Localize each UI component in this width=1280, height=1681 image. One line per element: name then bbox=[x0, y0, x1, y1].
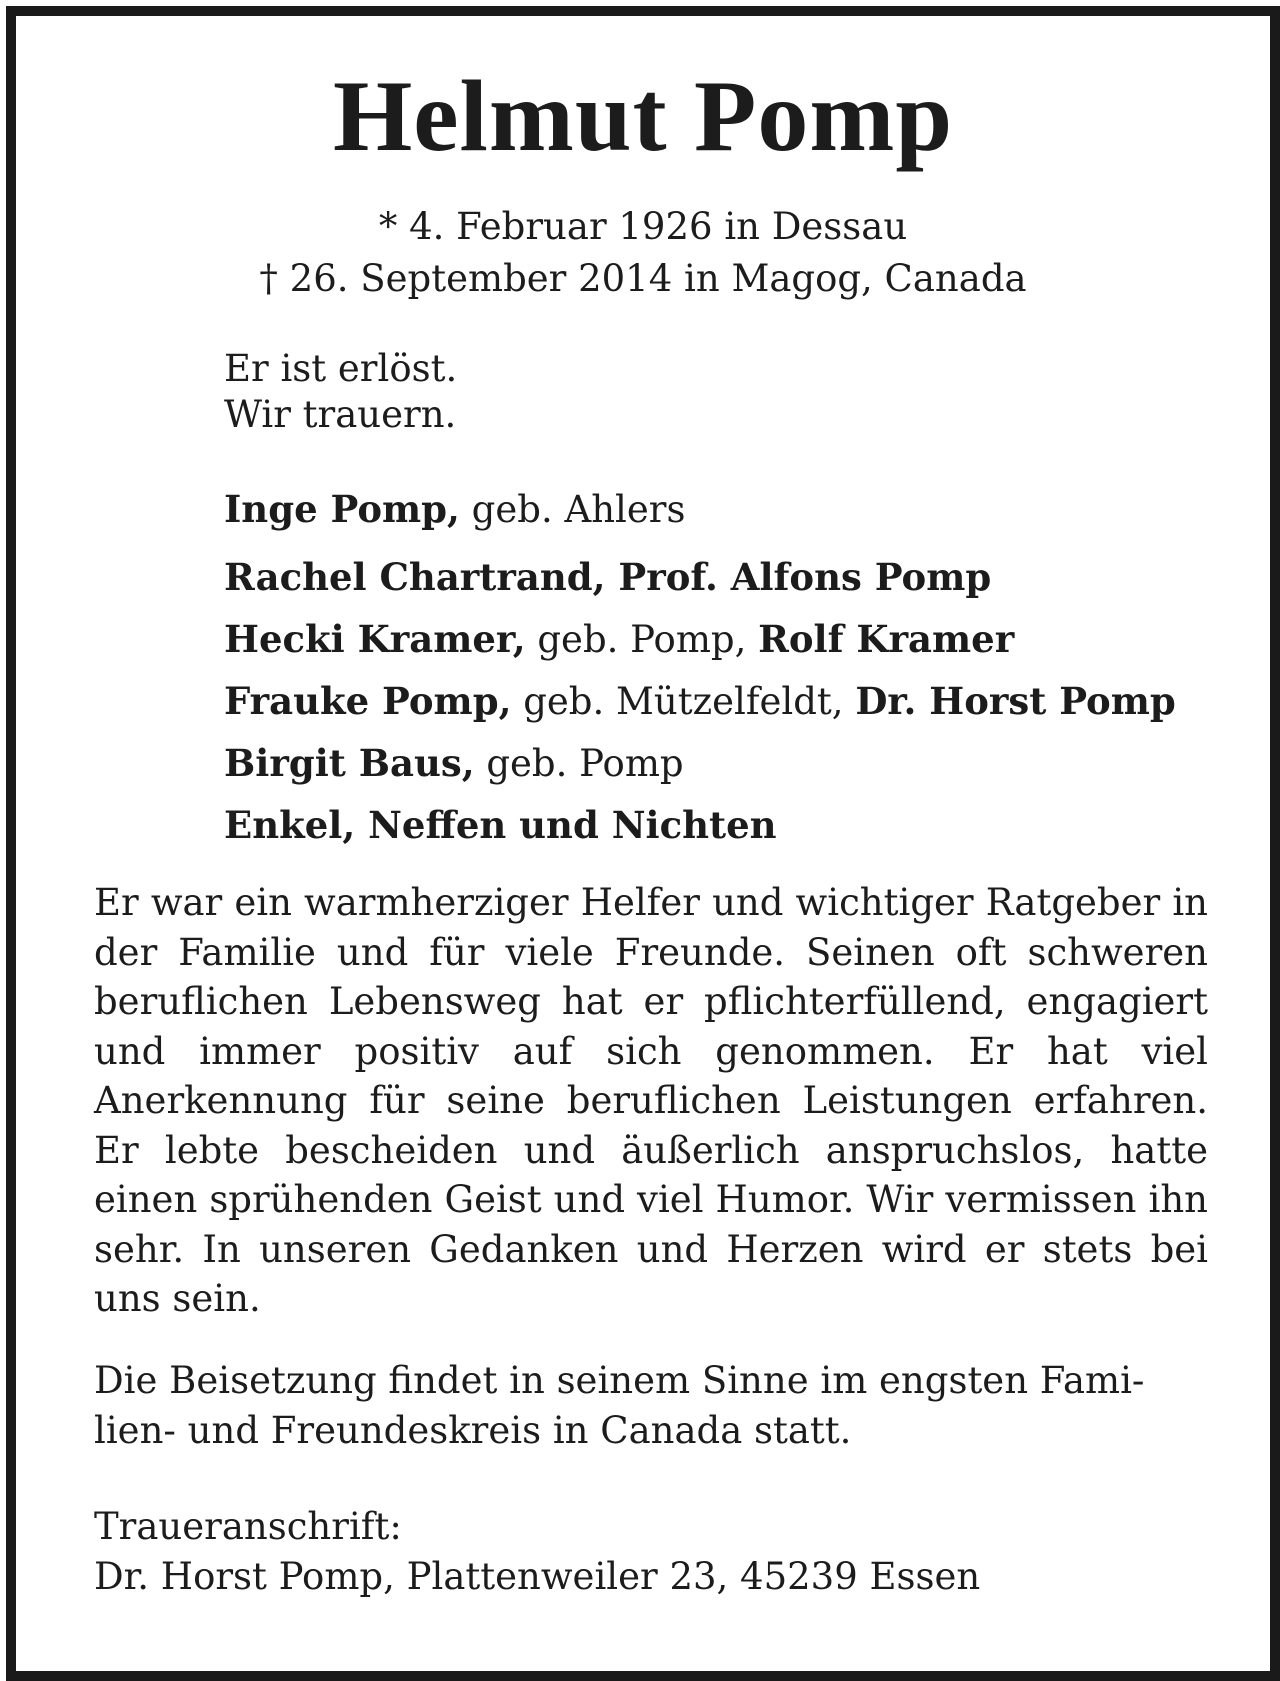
mourner-name: Inge Pomp, bbox=[224, 487, 460, 531]
mourner-name: Dr. Horst Pomp bbox=[855, 679, 1176, 723]
mourner-name: Enkel, Neffen und Nichten bbox=[224, 803, 777, 847]
mourning-address bbox=[94, 1502, 1208, 1601]
death-date: † 26. September 2014 in Magog, Canada bbox=[259, 257, 1027, 300]
mourner-name: Rolf Kramer bbox=[758, 617, 1015, 661]
mourner-name: Rachel Chartrand, Prof. Alfons Pomp bbox=[224, 555, 992, 599]
funeral-line: Die Beisetzung findet in seinem Sinne im engsten Fami- bbox=[94, 1359, 1145, 1402]
mourner-row bbox=[224, 478, 1176, 546]
mourner-note: geb. Mützelfeldt, bbox=[511, 680, 856, 723]
mourner-row bbox=[224, 608, 1176, 670]
funeral-paragraph bbox=[94, 1356, 1208, 1455]
funeral-line: lien- und Freundeskreis in Canada statt. bbox=[94, 1408, 852, 1452]
mourner-name: Frauke Pomp, bbox=[224, 679, 512, 723]
mourner-row bbox=[224, 732, 1176, 794]
mourner-note: geb. Ahlers bbox=[459, 488, 686, 531]
mourner-row bbox=[224, 546, 1176, 608]
mourner-row bbox=[224, 670, 1176, 732]
mourner-name: Hecki Kramer, bbox=[224, 617, 526, 661]
motto bbox=[224, 346, 457, 438]
birth-date: * 4. Februar 1926 in Dessau bbox=[378, 205, 908, 248]
mourner-row bbox=[224, 794, 1176, 856]
mourner-note: geb. Pomp, bbox=[525, 618, 759, 661]
address-value: Dr. Horst Pomp, Plattenweiler 23, 45239 Essen bbox=[94, 1554, 981, 1598]
mourner-name: Birgit Baus, bbox=[224, 741, 475, 785]
tribute-paragraph: Er war ein warmherziger Helfer und wichtiger Ratgeber in der Familie und für viele Freunde. Seinen oft schweren beruflichen Lebensweg hat er pflichterfüllend, engagiert und immer positiv auf sich genommen. Er hat viel Anerkennung für seine beruflichen Leistungen erfahren. Er lebte bescheiden und äußerlich anspruchslos, hatte einen sprühenden Geist und viel Humor. Wir vermissen ihn sehr. In unseren Gedanken und Herzen wird er stets bei uns sein. bbox=[94, 881, 1208, 1320]
mourner-note: geb. Pomp bbox=[474, 742, 684, 785]
obituary-notice bbox=[6, 6, 1280, 1681]
address-label: Traueranschrift: bbox=[94, 1505, 402, 1548]
deceased-name: Helmut Pomp bbox=[332, 60, 954, 173]
motto-line: Er ist erlöst. bbox=[224, 347, 458, 390]
life-dates bbox=[16, 201, 1270, 305]
mourners-list bbox=[224, 478, 1176, 856]
motto-line: Wir trauern. bbox=[224, 393, 457, 436]
